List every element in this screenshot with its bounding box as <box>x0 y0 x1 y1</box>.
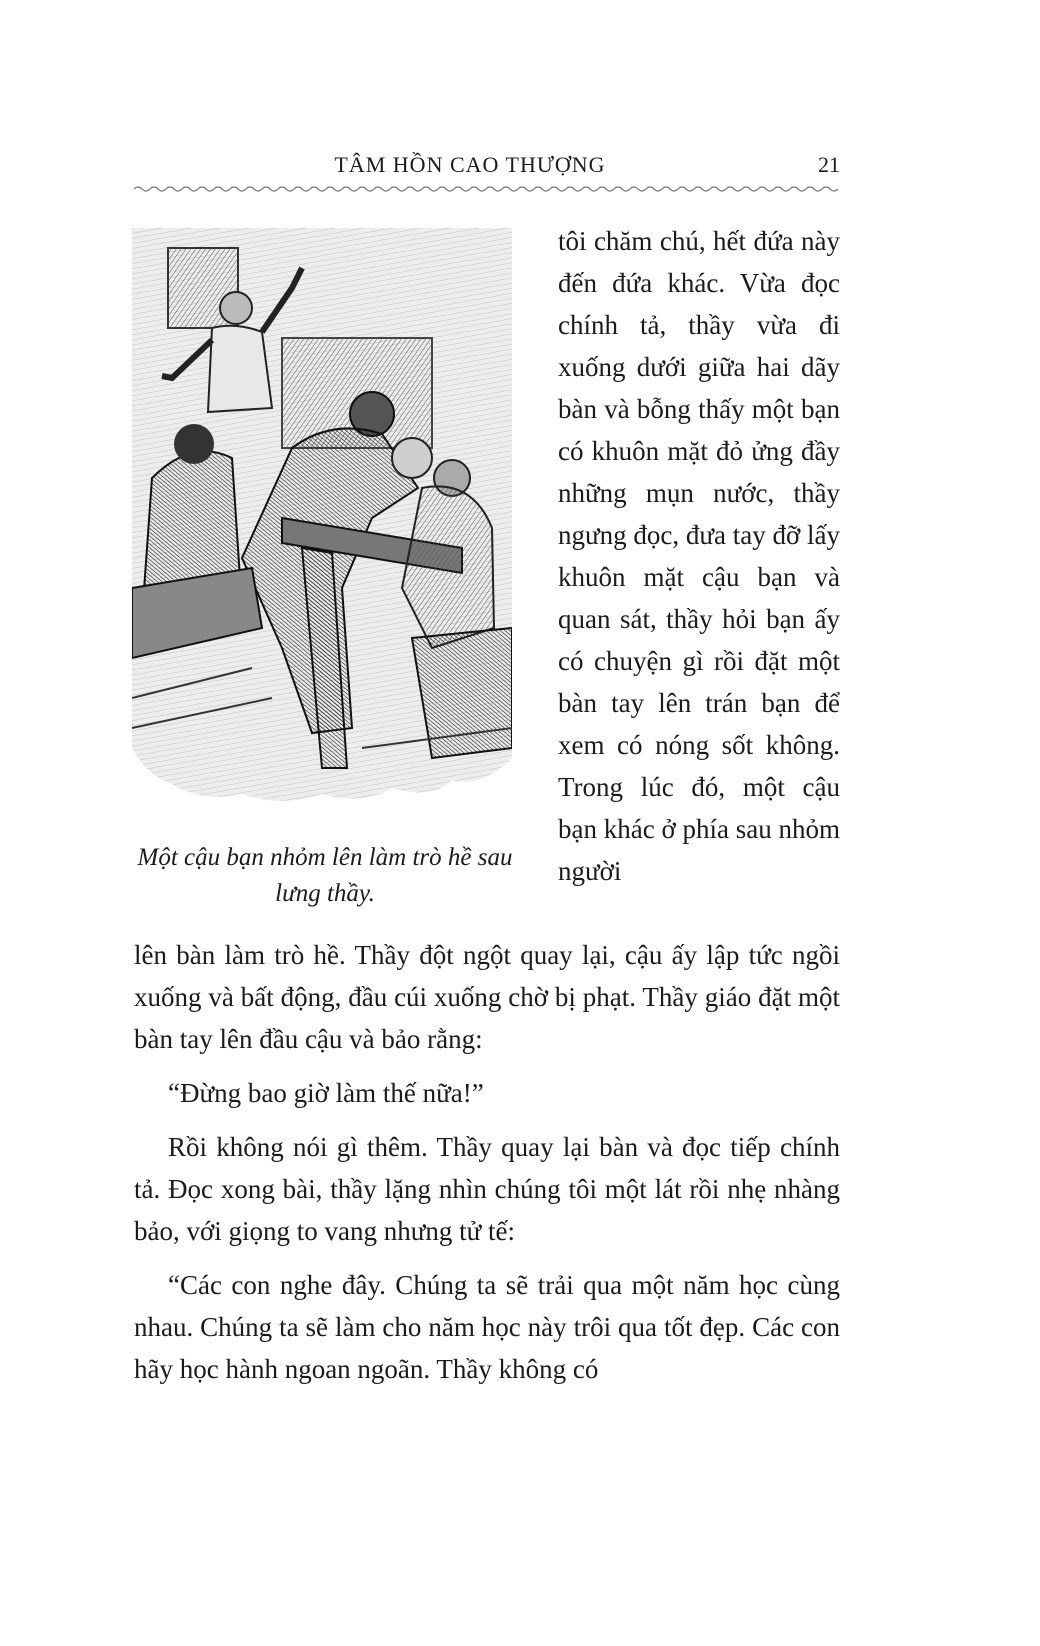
running-header-title: TÂM HỒN CAO THƯỢNG <box>334 152 606 177</box>
page-number: 21 <box>818 152 840 177</box>
header-wavy-rule <box>134 184 840 194</box>
illustration-caption: Một cậu bạn nhỏm lên làm trò hề sau lưng thầy. <box>137 844 513 907</box>
classroom-engraving-illustration <box>132 228 512 810</box>
paragraph-quote-2: “Các con nghe đây. Chúng ta sẽ trải qua một năm học cùng nhau. Chúng ta sẽ làm cho năm học này trôi qua tốt đẹp. Các con hãy học hành ngoan ngoãn. Thầy không có <box>134 1270 840 1384</box>
paragraph-continuation: lên bàn làm trò hề. Thầy đột ngột quay lại, cậu ấy lập tức ngồi xuống và bất động, đầu cúi xuống chờ bị phạt. Thầy giáo đặt một bàn tay lên đầu cậu và bảo rằng: <box>134 940 840 1054</box>
paragraph-narration: Rồi không nói gì thêm. Thầy quay lại bàn và đọc tiếp chính tả. Đọc xong bài, thầy lặng nhìn chúng tôi một lát rồi nhẹ nhàng bảo, với giọng to vang nhưng tử tế: <box>134 1132 840 1246</box>
paragraph-quote-1: “Đừng bao giờ làm thế nữa!” <box>168 1078 484 1108</box>
wrapped-column-text: tôi chăm chú, hết đứa này đến đứa khác. Vừa đọc chính tả, thầy vừa đi xuống dưới giữa hai dãy bàn và bỗng thấy một bạn có khuôn mặt đỏ ửng đầy những mụn nước, thầy ngưng đọc, đưa tay đỡ lấy khuôn mặt cậu bạn và quan sát, thầy hỏi bạn ấy có chuyện gì rồi đặt một bàn tay lên trán bạn để xem có nóng sốt không. Trong lúc đó, một cậu bạn khác ở phía sau nhỏm người <box>558 226 840 886</box>
body-text <box>134 934 840 1390</box>
